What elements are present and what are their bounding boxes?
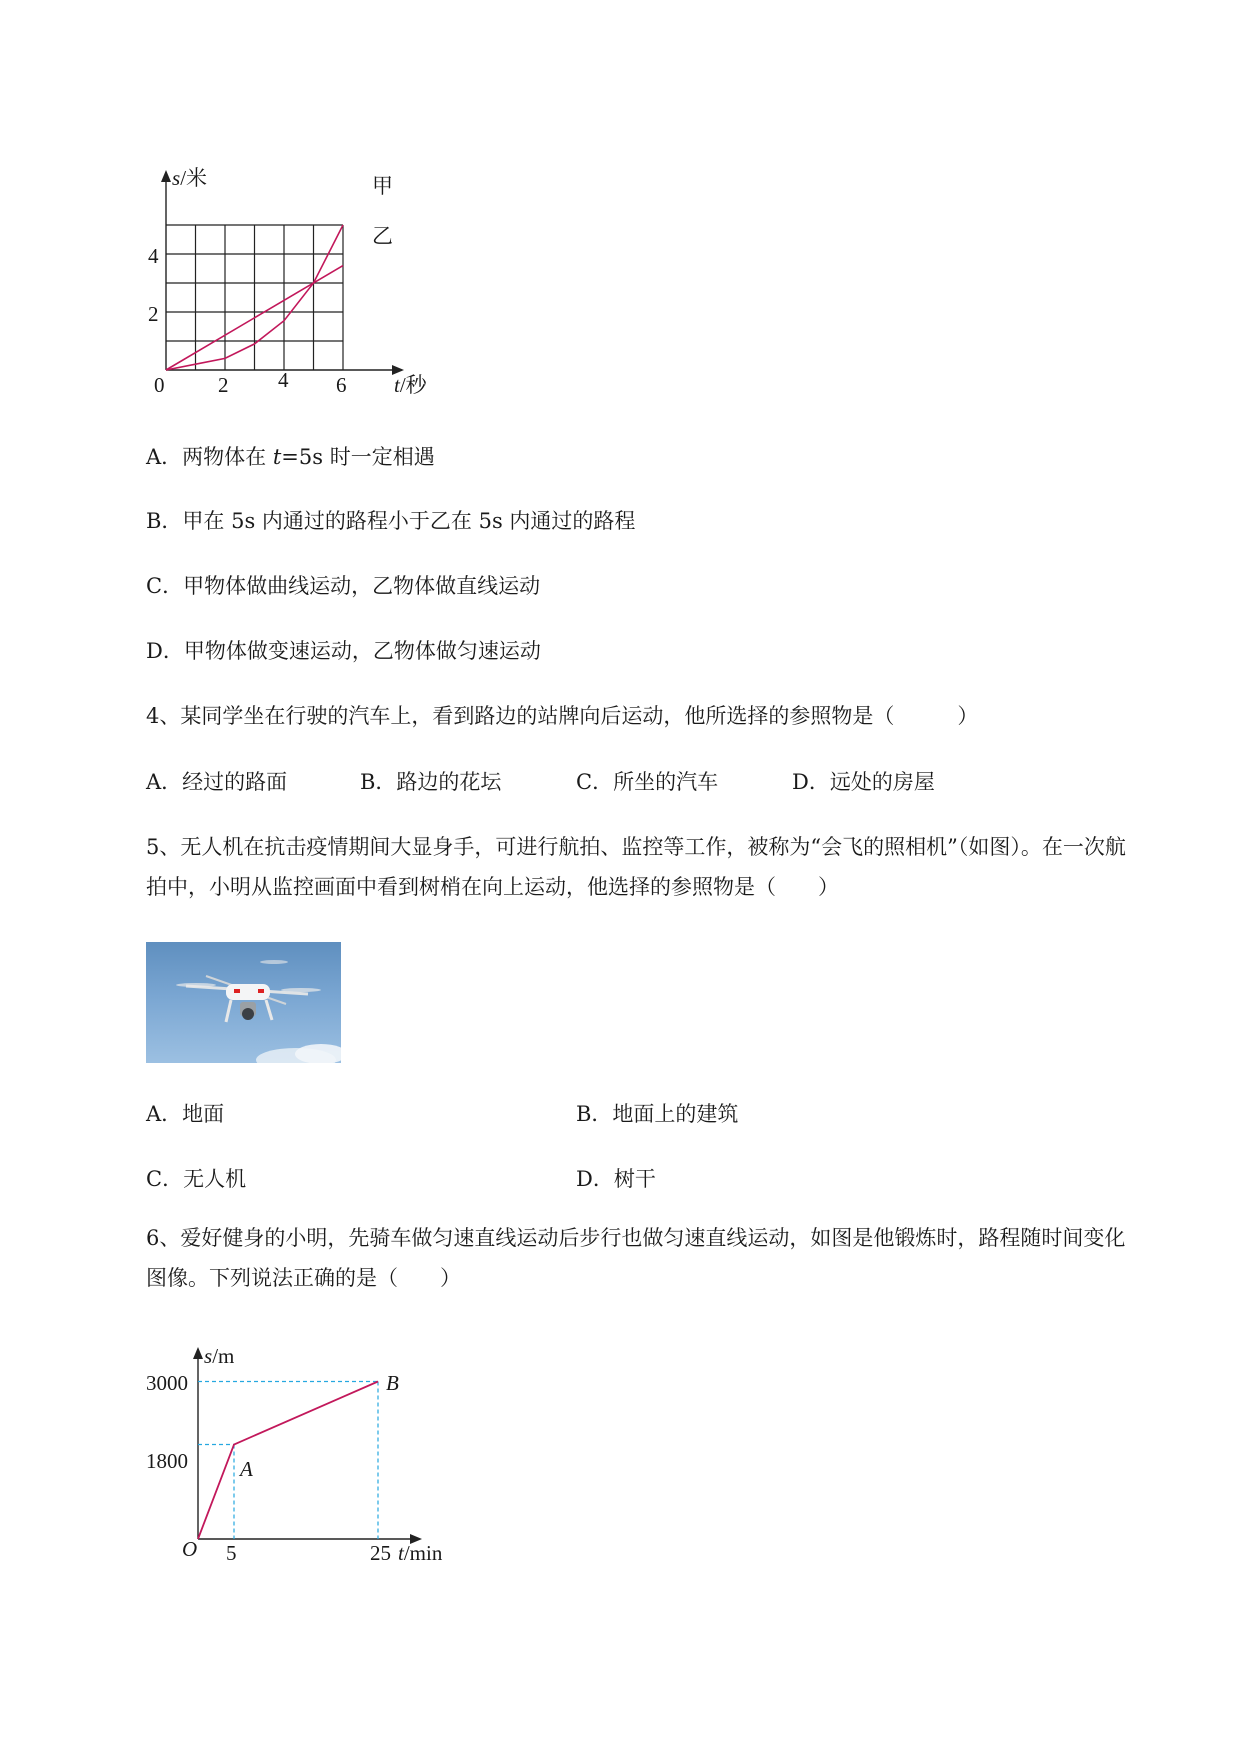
q4-option-d: D．远处的房屋 (792, 770, 935, 794)
x-axis-label: t/秒 (394, 373, 427, 397)
y-tick-2: 2 (148, 302, 159, 326)
origin-label: 0 (154, 373, 165, 397)
q4-option-b: B．路边的花坛 (360, 770, 502, 794)
y-axis-label: s/m (204, 1344, 235, 1368)
st-graph-jia-yi (140, 160, 440, 405)
x-tick-2: 2 (218, 373, 229, 397)
q5-option-d: D．树干 (576, 1167, 656, 1191)
series-label-jia: 甲 (372, 174, 393, 198)
y-tick-1800: 1800 (146, 1449, 188, 1473)
q5-option-c: C．无人机 (146, 1167, 247, 1191)
x-tick-6: 6 (336, 373, 347, 397)
q3-option-a: A．两物体在 t=5s 时一定相遇 (146, 445, 435, 469)
q5-option-a: A．地面 (146, 1102, 225, 1126)
q6-stem: 6、爱好健身的小明，先骑车做匀速直线运动后步行也做匀速直线运动，如图是他锻炼时，路程随时间变化图像。下列说法正确的是（ ） (146, 1226, 1126, 1290)
q4-option-c: C．所坐的汽车 (576, 770, 719, 794)
grid (166, 225, 343, 370)
q4-option-a: A．经过的路面 (146, 770, 288, 794)
y-axis-arrow (193, 1347, 203, 1359)
point-label-b: B (386, 1371, 399, 1395)
series-line (198, 1382, 378, 1540)
dashed-guides (198, 1382, 378, 1540)
y-axis-arrow (161, 170, 171, 182)
q3-option-d: D．甲物体做变速运动，乙物体做匀速运动 (146, 639, 541, 663)
drone-photo (146, 942, 341, 1063)
origin-label: O (182, 1537, 198, 1561)
st-graph-ride-walk (140, 1335, 460, 1575)
q3-option-b: B．甲在 5s 内通过的路程小于乙在 5s 内通过的路程 (146, 509, 636, 533)
drone-icon (146, 942, 341, 1063)
q5-option-b: B．地面上的建筑 (576, 1102, 739, 1126)
x-axis-label: t/min (398, 1541, 443, 1565)
x-tick-5: 5 (226, 1541, 237, 1565)
q5-stem: 5、无人机在抗击疫情期间大显身手，可进行航拍、监控等工作，被称为“会飞的照相机”（如图）。在一次航拍中，小明从监控画面中看到树梢在向上运动，他选择的参照物是（ ） (146, 835, 1126, 899)
y-tick-4: 4 (148, 244, 159, 268)
point-label-a: A (240, 1457, 253, 1481)
y-axis-label: s/米 (172, 166, 208, 190)
q4-stem: 4、某同学坐在行驶的汽车上，看到路边的站牌向后运动，他所选择的参照物是（ ） (146, 704, 979, 728)
q3-option-c: C．甲物体做曲线运动，乙物体做直线运动 (146, 574, 541, 598)
x-tick-4: 4 (278, 368, 289, 392)
y-tick-3000: 3000 (146, 1371, 188, 1395)
series-label-yi: 乙 (372, 224, 393, 248)
x-tick-25: 25 (370, 1541, 391, 1565)
